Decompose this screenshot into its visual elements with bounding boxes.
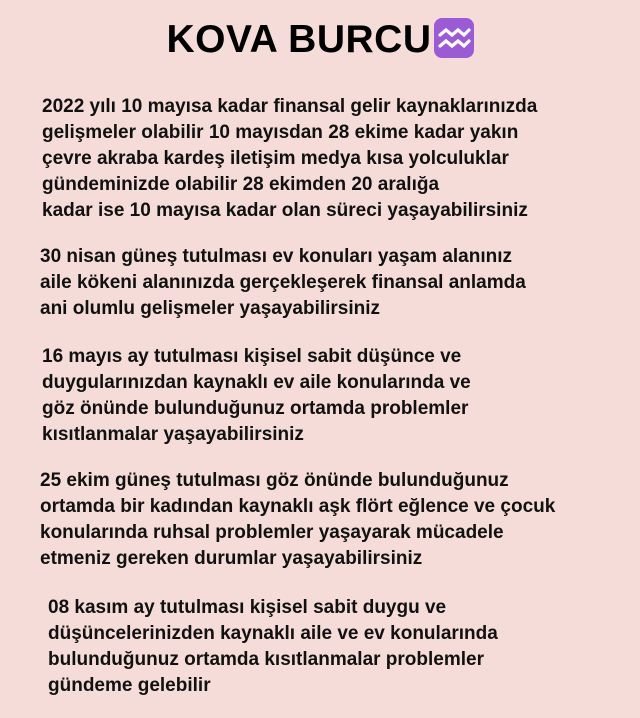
paragraph-line: aile kökeni alanınızda gerçekleşerek finansal anlamda (40, 272, 526, 293)
paragraph-line: çevre akraba kardeş iletişim medya kısa yolculuklar (42, 148, 509, 169)
paragraph-line: ani olumlu gelişmeler yaşayabilirsiniz (40, 298, 381, 319)
paragraph-line: bulunduğunuz ortamda kısıtlanmalar problemler (48, 649, 484, 670)
paragraph-1 (42, 94, 537, 224)
paragraph-line: gündeminizde olabilir 28 ekimden 20 aralığa (42, 174, 440, 195)
paragraph-line: 2022 yılı 10 mayısa kadar finansal gelir kaynaklarınızda (42, 96, 538, 117)
paragraph-line: kısıtlanmalar yaşayabilirsiniz (42, 424, 304, 445)
page-title: KOVA BURCU (166, 18, 432, 61)
paragraph-line: 30 nisan güneş tutulması ev konuları yaşam alanınız (40, 246, 512, 267)
paragraph-4 (40, 468, 555, 572)
paragraph-line: 25 ekim güneş tutulması göz önünde bulunduğunuz (40, 470, 509, 491)
title-row (0, 18, 640, 68)
aquarius-sign-icon (434, 18, 474, 58)
paragraph-line: 08 kasım ay tutulması kişisel sabit duygu ve (48, 597, 447, 618)
paragraph-line: duygularınızdan kaynaklı ev aile konularında ve (42, 372, 471, 393)
paragraph-line: kadar ise 10 mayısa kadar olan süreci yaşayabilirsiniz (42, 200, 528, 221)
paragraph-line: etmeniz gereken durumlar yaşayabilirsiniz (40, 548, 423, 569)
paragraph-2 (40, 244, 526, 322)
paragraph-line: gündeme gelebilir (48, 675, 211, 696)
paragraph-line: ortamda bir kadından kaynaklı aşk flört eğlence ve çocuk (40, 496, 556, 517)
paragraph-line: düşüncelerinizden kaynaklı aile ve ev konularında (48, 623, 498, 644)
paragraph-line: konularında ruhsal problemler yaşayarak mücadele (40, 522, 504, 543)
paragraph-line: gelişmeler olabilir 10 mayısdan 28 ekime kadar yakın (42, 122, 519, 143)
paragraph-line: 16 mayıs ay tutulması kişisel sabit düşünce ve (42, 346, 462, 367)
paragraph-line: göz önünde bulunduğunuz ortamda problemler (42, 398, 469, 419)
paragraph-5 (48, 595, 498, 699)
paragraph-3 (42, 344, 471, 448)
